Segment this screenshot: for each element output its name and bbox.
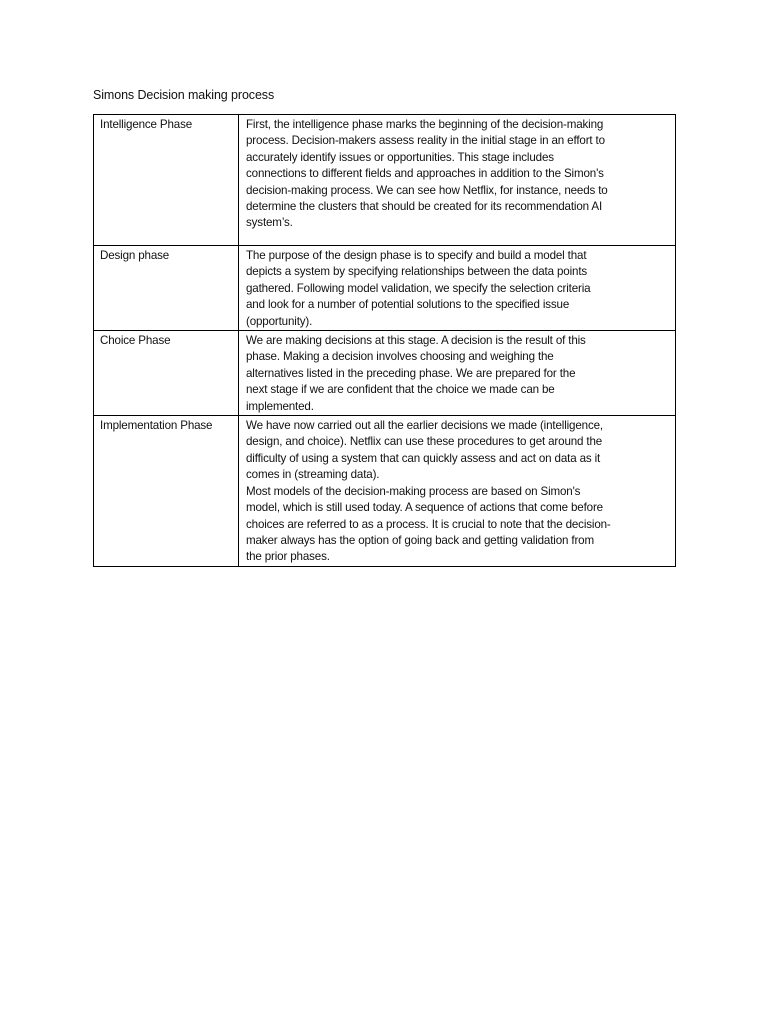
table-row [94, 416, 676, 567]
table-row [94, 115, 676, 246]
phase-name-cell: Choice Phase [94, 331, 239, 416]
phase-description-cell [239, 246, 676, 331]
phase-name-cell: Design phase [94, 246, 239, 331]
phase-description-cell [239, 331, 676, 416]
phase-description-paragraph: We are making decisions at this stage. A decision is the result of this phase. Making a decision involves choosing and weighing the alternatives listed in the preceding phase. We are prepared for the next stage if we are confident that the choice we made can be implemented. [246, 334, 586, 413]
phase-description-cell [239, 115, 676, 246]
document-title: Simons Decision making process [93, 88, 275, 102]
phase-description-paragraph: Most models of the decision-making process are based on Simon's model, which is still used today. A sequence of actions that come before choices are referred to as a process. It is crucial to note that the decision- maker always has the option of going back and getting validation from the prior phases. [246, 484, 611, 564]
table-row [94, 331, 676, 416]
phases-table [93, 114, 676, 567]
phase-description-paragraph: First, the intelligence phase marks the beginning of the decision-making process. Decision-makers assess reality in the initial stage in an effort to accurately identify issues or opportunities. This stage includes connections to different fields and approaches in addition to the Simon's decision-making process. We can see how Netflix, for instance, needs to determine the clusters that should be created for its recommendation AI system’s. [246, 118, 608, 230]
phase-name-cell: Intelligence Phase [94, 115, 239, 246]
phase-description-paragraph: We have now carried out all the earlier decisions we made (intelligence, design, and choice). Netflix can use these procedures to get around the difficulty of using a system that can quickly assess and act on data as it comes in (streaming data). [246, 419, 603, 482]
table-row [94, 246, 676, 331]
phase-name-cell: Implementation Phase [94, 416, 239, 567]
phase-description-paragraph: The purpose of the design phase is to specify and build a model that depicts a system by specifying relationships between the data points gathered. Following model validation, we specify the selection criteria and look for a number of potential solutions to the specified issue (opportunity). [246, 249, 591, 328]
phase-description-cell [239, 416, 676, 567]
